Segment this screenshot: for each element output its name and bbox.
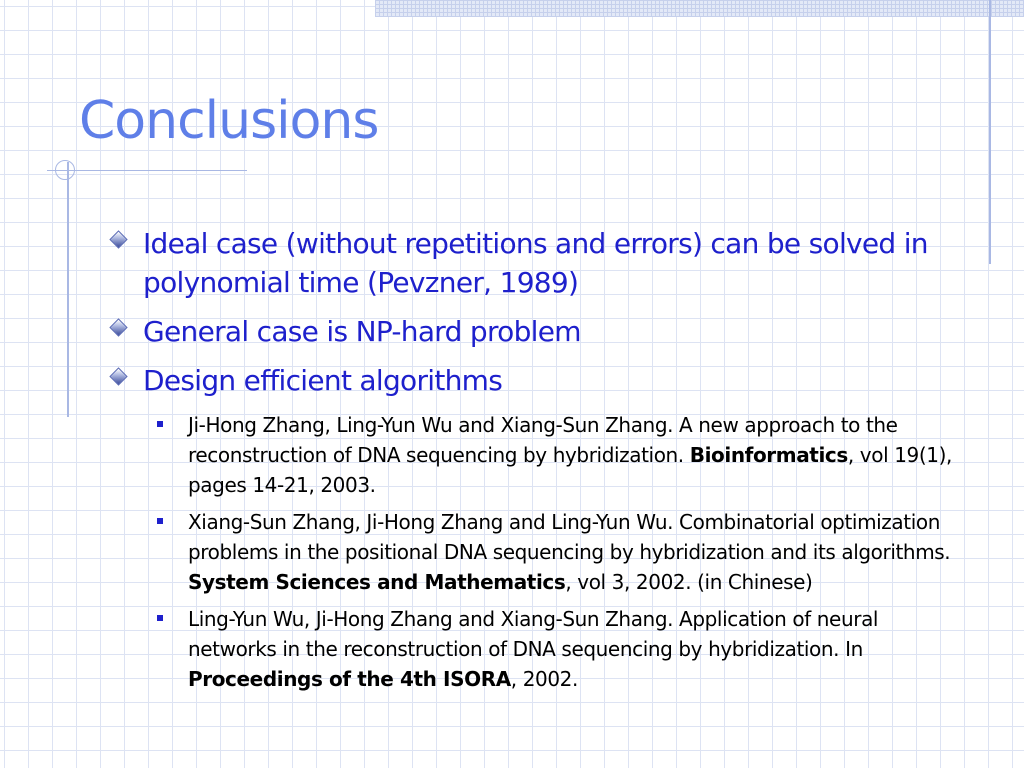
diamond-bullet-icon — [111, 320, 127, 336]
square-bullet-icon — [157, 615, 163, 621]
decorative-vertical-line-left — [67, 162, 69, 417]
reference-item — [156, 604, 966, 694]
bullet-item — [111, 312, 991, 351]
decorative-horizontal-line — [47, 170, 247, 171]
bullet-text: Design efficient algorithms — [143, 364, 503, 397]
decorative-circle — [55, 160, 75, 180]
reference-authors-title: Xiang-Sun Zhang, Ji-Hong Zhang and Ling-Yun Wu. Combinatorial optimization problems in the positional DNA sequencing by hybridization and its algorithms. — [188, 510, 951, 564]
reference-authors-title: Ling-Yun Wu, Ji-Hong Zhang and Xiang-Sun Zhang. Application of neural networks in the reconstruction of DNA sequencing by hybridization. In — [188, 607, 879, 661]
reference-details: , vol 19(1), pages 14-21, 2003. — [188, 443, 952, 497]
reference-venue: System Sciences and Mathematics — [188, 570, 566, 594]
diamond-bullet-icon — [111, 369, 127, 385]
bullet-text: Ideal case (without repetitions and errors) can be solved in polynomial time (Pevzner, 1989) — [143, 227, 928, 299]
bullet-list — [111, 224, 991, 410]
reference-item — [156, 507, 966, 597]
reference-details: , vol 3, 2002. (in Chinese) — [565, 570, 813, 594]
reference-authors-title: Ji-Hong Zhang, Ling-Yun Wu and Xiang-Sun Zhang. A new approach to the reconstruction of DNA sequencing by hybridization. — [188, 413, 898, 467]
slide-title: Conclusions — [79, 91, 379, 151]
diamond-bullet-icon — [111, 232, 127, 248]
bullet-text: General case is NP-hard problem — [143, 315, 581, 348]
bullet-item — [111, 224, 991, 302]
reference-text — [188, 410, 966, 500]
square-bullet-icon — [157, 421, 163, 427]
reference-venue: Bioinformatics — [689, 443, 848, 467]
bullet-item — [111, 361, 991, 400]
reference-text — [188, 507, 966, 597]
reference-item — [156, 410, 966, 500]
reference-text — [188, 604, 966, 694]
top-decorative-band — [375, 0, 1024, 17]
reference-venue: Proceedings of the 4th ISORA — [188, 667, 511, 691]
square-bullet-icon — [157, 518, 163, 524]
reference-details: , 2002. — [510, 667, 578, 691]
reference-list — [156, 410, 966, 701]
